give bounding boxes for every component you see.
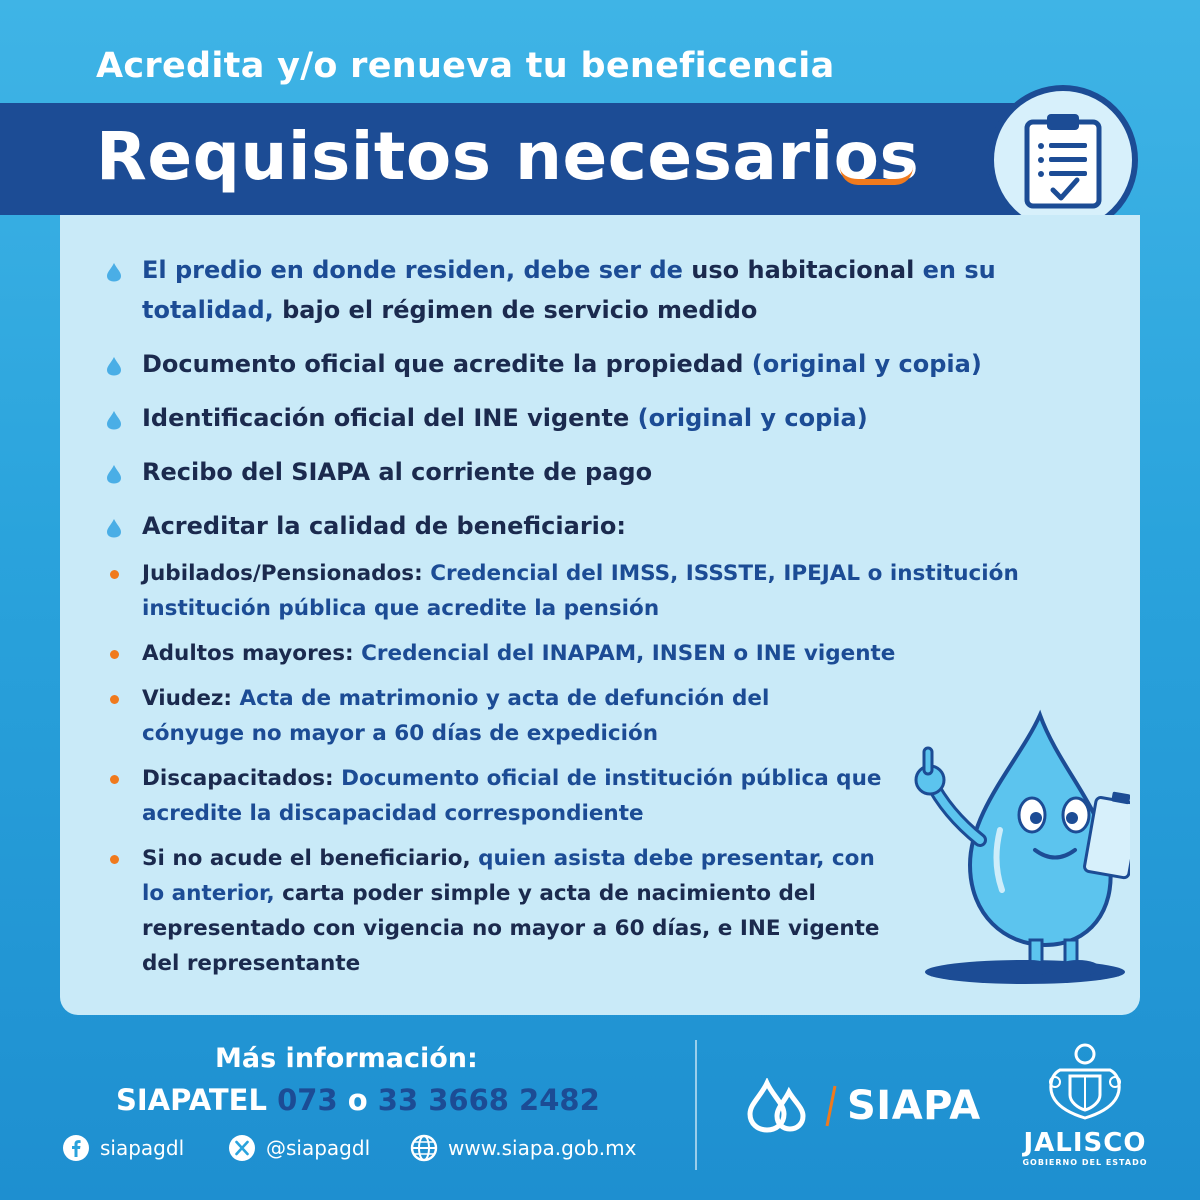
beneficiary-text: Jubilados/Pensionados:	[142, 561, 431, 586]
beneficiary-text: Discapacitados:	[142, 766, 342, 791]
beneficiary-item	[104, 681, 804, 751]
requirement-text: Identificación oficial del INE vigente	[142, 404, 638, 432]
beneficiary-text: Adultos mayores:	[142, 641, 362, 666]
phone-short[interactable]: 073	[277, 1083, 338, 1117]
orange-bullet-icon	[110, 570, 119, 579]
siapa-slash	[825, 1084, 837, 1128]
x-handle: @siapagdl	[266, 1136, 371, 1160]
requirement-item	[104, 344, 1094, 384]
water-drop-bullet-icon	[106, 464, 122, 484]
phone-long[interactable]: 33 3668 2482	[377, 1083, 600, 1117]
requirement-text: Recibo del SIAPA al corriente de pago	[142, 458, 653, 486]
requirement-text: (original y copia)	[637, 404, 868, 432]
clipboard-badge	[988, 85, 1138, 235]
beneficiary-item	[104, 636, 1094, 671]
globe-icon	[410, 1134, 438, 1162]
smile-accent: os	[833, 118, 920, 195]
beneficiary-item	[104, 556, 1094, 626]
water-drop-bullet-icon	[106, 262, 122, 282]
orange-bullet-icon	[110, 855, 119, 864]
beneficiary-text: carta poder simple y acta de nacimiento del representado con vigencia no mayor a 60 días, e INE vigente del representante	[142, 881, 880, 976]
subtitle: Acredita y/o renueva tu beneficencia	[96, 46, 835, 86]
requirement-item	[104, 250, 1094, 330]
requirement-item	[104, 452, 1094, 492]
beneficiary-text: Viudez:	[142, 686, 240, 711]
page-title: Requisitos necesarios	[96, 118, 920, 195]
siapa-logo	[745, 1078, 981, 1133]
facebook-icon	[62, 1134, 90, 1162]
website-url: www.siapa.gob.mx	[448, 1136, 637, 1160]
clipboard-check-icon	[1023, 110, 1103, 210]
orange-bullet-icon	[110, 695, 119, 704]
beneficiary-item	[104, 761, 884, 831]
beneficiary-text: Acta de matrimonio y acta de defunción del cónyuge no mayor a 60 días de expedición	[142, 686, 770, 746]
siapa-drops-icon	[745, 1078, 815, 1133]
orange-bullet-icon	[110, 775, 119, 784]
water-drop-bullet-icon	[106, 410, 122, 430]
requirement-text: (original y copia)	[751, 350, 982, 378]
requirement-item	[104, 506, 1094, 546]
more-info-label: Más información:	[215, 1043, 478, 1074]
jalisco-subtitle: GOBIERNO DEL ESTADO	[1022, 1158, 1148, 1167]
requirement-text: El predio en donde residen, debe ser de	[142, 256, 692, 284]
water-drop-mascot	[900, 700, 1130, 990]
jalisco-logo	[1010, 1040, 1160, 1167]
beneficiary-text: quien asista debe presentar, con lo anterior,	[142, 846, 875, 906]
orange-bullet-icon	[110, 650, 119, 659]
phone-line	[116, 1083, 600, 1117]
siapa-brand: SIAPA	[847, 1082, 981, 1129]
beneficiary-text: Credencial del INAPAM, INSEN o INE vigente	[361, 641, 896, 666]
beneficiary-item	[104, 841, 884, 981]
requirement-text: Documento oficial que acredite la propiedad	[142, 350, 752, 378]
beneficiary-text: Credencial del IMSS, ISSSTE, IPEJAL o institución institución pública que acredite la pensión	[142, 561, 1019, 621]
x-icon	[228, 1134, 256, 1162]
footer-divider	[695, 1040, 697, 1170]
facebook-link[interactable]	[62, 1134, 184, 1162]
water-drop-bullet-icon	[106, 356, 122, 376]
x-link[interactable]	[228, 1134, 370, 1162]
phone-or: o	[347, 1083, 368, 1117]
beneficiary-text: Si no acude el beneficiario,	[142, 846, 479, 871]
beneficiary-text: Documento oficial de institución pública que acredite la discapacidad correspondiente	[142, 766, 882, 826]
jalisco-crest-icon	[1040, 1040, 1130, 1120]
website-link[interactable]	[410, 1134, 636, 1162]
requirement-text: en su totalidad,	[142, 256, 996, 324]
jalisco-name: JALISCO	[1023, 1128, 1147, 1158]
facebook-handle: siapagdl	[100, 1136, 185, 1160]
requirement-text: uso habitacional	[691, 256, 923, 284]
phone-label: SIAPATEL	[116, 1083, 267, 1117]
water-drop-bullet-icon	[106, 518, 122, 538]
requirement-text: Acreditar la calidad de beneficiario:	[142, 512, 626, 540]
requirement-text: bajo el régimen de servicio medido	[282, 296, 758, 324]
requirement-item	[104, 398, 1094, 438]
